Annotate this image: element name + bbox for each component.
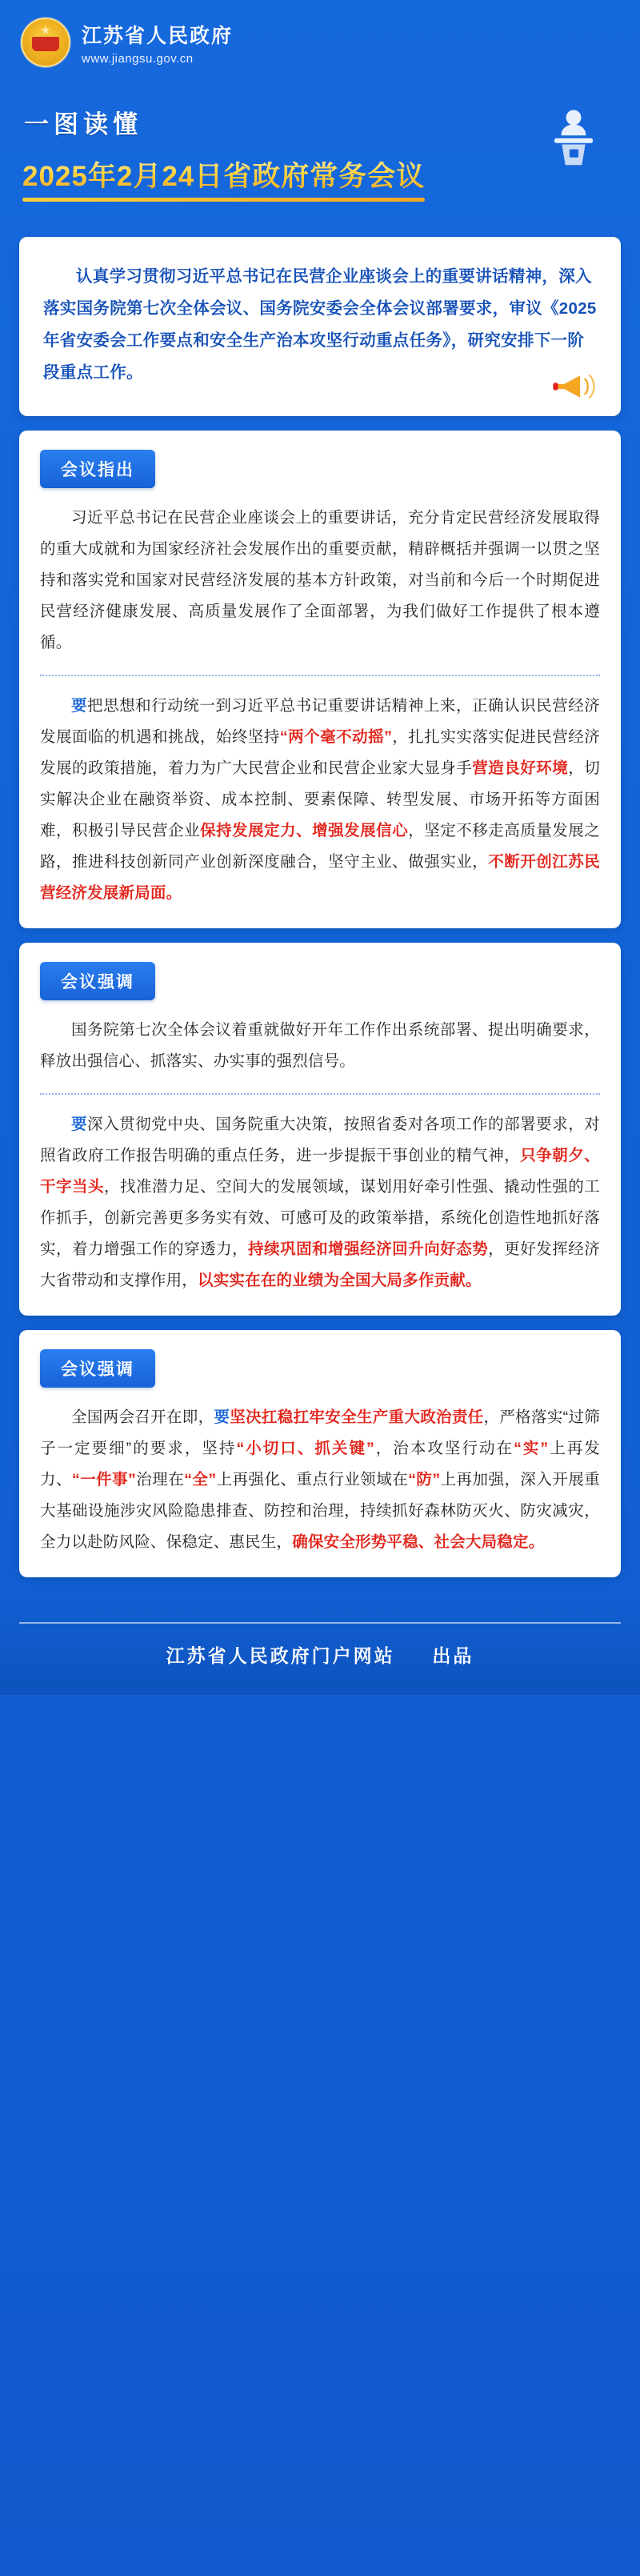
highlight-run: 要 xyxy=(71,696,88,715)
megaphone-icon xyxy=(550,368,600,405)
banner-title-wrap xyxy=(22,145,425,194)
section-paragraph xyxy=(40,691,600,909)
text-run: ，治本攻坚行动在 xyxy=(374,1439,514,1457)
section-card xyxy=(19,943,621,1316)
text-run: ，严格落实“过筛子一定要细”的要求，坚持 xyxy=(40,1408,600,1457)
org-name: 江苏省人民政府 xyxy=(82,24,234,47)
section-card xyxy=(19,431,621,928)
page-footer xyxy=(0,1598,640,1695)
national-emblem-icon xyxy=(21,18,70,67)
banner-badge-wrap xyxy=(22,102,619,145)
highlight-run: 保持发展定力、增强发展信心 xyxy=(200,821,409,839)
section-title: 会议强调 xyxy=(40,1349,155,1388)
podium-speaker-icon xyxy=(539,102,608,171)
banner-badge: 一图读懂 xyxy=(24,110,142,138)
section-paragraph xyxy=(40,1015,600,1077)
banner xyxy=(0,88,640,219)
sections-container xyxy=(0,431,640,1577)
banner-title: 2025年2月24日省政府常务会议 xyxy=(22,154,425,194)
highlight-run: 确保安全形势平稳、社会大局稳定。 xyxy=(292,1532,545,1551)
highlight-run: “两个毫不动摇” xyxy=(279,727,393,746)
text-run: ，坚定不移走高质量发展之路，推进科技创新同产业创新深度融合，坚守主业、做强实业， xyxy=(40,821,600,871)
highlight-run: 坚决扛稳扛牢安全生产重大政治责任 xyxy=(230,1408,484,1426)
text-run: 治理在 xyxy=(136,1470,185,1488)
text-run: 国务院第七次全体会议着重就做好开年工作作出系统部署、提出明确要求，释放出强信心、抓落实、办实事的强烈信号。 xyxy=(40,1020,600,1070)
highlight-run: “实” xyxy=(514,1439,549,1457)
text-run: ，切实解决企业在融资举资、成本控制、要素保障、转型发展、市场开拓等方面困难，积极引导民营企业 xyxy=(40,759,601,839)
lead-card xyxy=(19,237,621,416)
highlight-run: “全” xyxy=(184,1470,217,1488)
highlight-run: “一件事” xyxy=(71,1470,137,1488)
highlight-run: 要 xyxy=(71,1115,88,1133)
footer-left: 江苏省人民政府门户网站 xyxy=(166,1645,395,1666)
footer-right: 出品 xyxy=(432,1645,474,1666)
highlight-run: 营造良好环境 xyxy=(472,759,569,777)
section-paragraph xyxy=(40,1109,600,1296)
dotted-divider xyxy=(40,675,600,676)
text-run: 上再强化、重点行业领域在 xyxy=(216,1470,409,1488)
text-run: 全国两会召开在即， xyxy=(71,1408,214,1426)
footer-text xyxy=(0,1641,640,1668)
highlight-run: 要 xyxy=(214,1408,230,1426)
section-card xyxy=(19,1330,621,1577)
section-title: 会议强调 xyxy=(40,962,155,1000)
highlight-run: 只争朝夕、干字当头 xyxy=(40,1146,600,1196)
text-run: ，扎扎实实落实促进民营经济发展的政策措施，着力为广大民营企业和民营企业家大显身手 xyxy=(40,727,600,777)
gov-header-text xyxy=(82,20,233,66)
section-title: 会议指出 xyxy=(40,450,155,488)
gov-header xyxy=(0,0,640,75)
text-run: 习近平总书记在民营企业座谈会上的重要讲话，充分肯定民营经济发展取得的重大成就和为国家经济社会发展作出的重要贡献，精辟概括并强调一以贯之坚持和落实党和国家对民营经济发展的基本方针政策，对当前和今后一个时期促进民营经济健康发展、高质量发展作了全面部署，为我们做好工作提供了根本遵循。 xyxy=(40,508,600,651)
text-run: ，更好发挥经济大省带动和支撑作用， xyxy=(40,1240,600,1289)
text-run: 把思想和行动统一到习近平总书记重要讲话精神上来，正确认识民营经济发展面临的机遇和挑战，始终坚持 xyxy=(40,696,600,746)
text-run: 上再加强，深入开展重大基础设施涉灾风险隐患排查、防控和治理，持续抓好森林防灭火、防灾减灾，全力以赴防风险、保稳定、惠民生， xyxy=(40,1470,600,1551)
footer-divider xyxy=(19,1622,621,1624)
highlight-run: “小切口、抓关键” xyxy=(236,1439,374,1457)
dotted-divider xyxy=(40,1093,600,1095)
text-run: 上再发力、 xyxy=(40,1439,600,1488)
site-url[interactable]: www.jiangsu.gov.cn xyxy=(82,51,194,66)
lead-text: 认真学习贯彻习近平总书记在民营企业座谈会上的重要讲话精神，深入落实国务院第七次全体会议、国务院安委会全体会议部署要求，审议《2025年省安委会工作要点和安全生产治本攻坚行动重点任务》，研究安排下一阶段重点工作。 xyxy=(43,267,597,382)
highlight-run: 不断开创江苏民营经济发展新局面。 xyxy=(40,852,600,902)
highlight-run: “防” xyxy=(408,1470,441,1488)
text-run: ，找准潜力足、空间大的发展领域，谋划用好牵引性强、撬动性强的工作抓手，创新完善更多务实有效、可感可及的政策举措，系统化创造性地抓好落实，着力增强工作的穿透力， xyxy=(40,1177,600,1258)
section-paragraph xyxy=(40,503,600,659)
highlight-run: 以实实在在的业绩为全国大局多作贡献。 xyxy=(198,1271,482,1289)
highlight-run: 持续巩固和增强经济回升向好态势 xyxy=(248,1240,489,1258)
section-paragraph xyxy=(40,1402,600,1558)
text-run: 深入贯彻党中央、国务院重大决策，按照省委对各项工作的部署要求，对照省政府工作报告明确的重点任务，进一步提振干事创业的精气神， xyxy=(40,1115,600,1164)
